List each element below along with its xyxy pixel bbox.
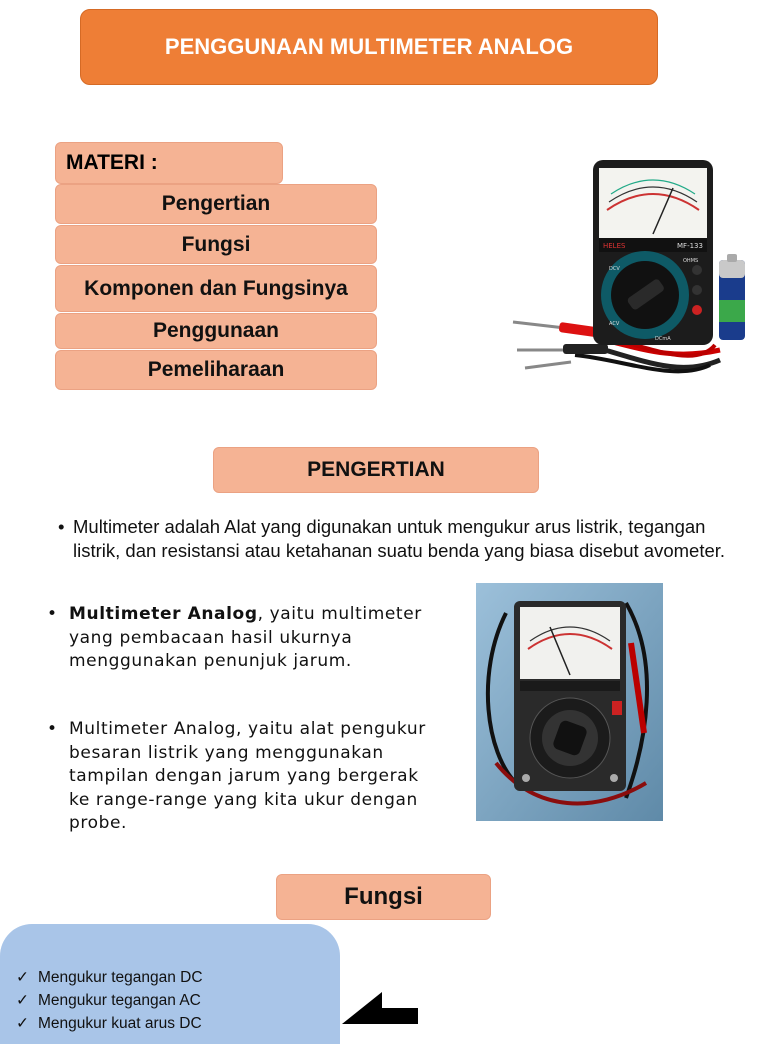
- pengertian-heading: PENGERTIAN: [213, 447, 539, 493]
- fungsi-heading: Fungsi: [276, 874, 491, 920]
- model-label: MF-133: [677, 242, 703, 250]
- materi-item-pemeliharaan[interactable]: Pemeliharaan: [55, 350, 377, 390]
- definition-text: Multimeter adalah Alat yang digunakan untuk mengukur arus listrik, tegangan listrik, dan resistansi atau ketahanan suatu benda yang biasa disebut avometer.: [73, 516, 726, 561]
- bullet-icon: •: [58, 516, 65, 537]
- materi-item-komponen[interactable]: Komponen dan Fungsinya: [55, 265, 377, 312]
- analog-bullet-1: [47, 603, 427, 674]
- dial-label: DCmA: [655, 336, 671, 342]
- bullet-icon: •: [47, 604, 58, 624]
- fungsi-item: ✓ Mengukur tegangan DC: [16, 966, 203, 989]
- materi-item-pengertian[interactable]: Pengertian: [55, 184, 377, 224]
- dial-label: DCV: [609, 266, 620, 272]
- fungsi-item: ✓ Mengukur kuat arus DC: [16, 1012, 203, 1035]
- check-icon: ✓: [16, 992, 29, 1009]
- arrow-left-icon: [342, 990, 422, 1024]
- materi-item-fungsi[interactable]: Fungsi: [55, 225, 377, 264]
- materi-item-penggunaan[interactable]: Penggunaan: [55, 313, 377, 349]
- bullet-icon: •: [47, 719, 58, 739]
- analog-def-1: , yaitu multimeter yang pembacaan hasil ukurnya menggunakan penunjuk jarum.: [69, 604, 422, 671]
- analog-bullet-2: [47, 718, 427, 836]
- materi-heading: MATERI :: [55, 142, 283, 184]
- page-title: PENGGUNAAN MULTIMETER ANALOG: [80, 9, 658, 85]
- multimeter-photo-1: [505, 150, 760, 385]
- brand-label: HELES: [603, 242, 626, 250]
- check-icon: ✓: [16, 1015, 29, 1032]
- dial-label: OHMS: [683, 258, 699, 264]
- analog-def-2: Multimeter Analog, yaitu alat pengukur besaran listrik yang menggunakan tampilan dengan jarum yang bergerak ke range-range yang kita ukur dengan probe.: [69, 719, 426, 833]
- check-icon: ✓: [16, 969, 29, 986]
- definition-paragraph: [58, 515, 738, 563]
- analog-term: Multimeter Analog: [69, 604, 258, 624]
- fungsi-list: [16, 966, 203, 1035]
- multimeter-photo-2: [476, 583, 663, 821]
- fungsi-item: ✓ Mengukur tegangan AC: [16, 989, 203, 1012]
- dial-label: ACV: [609, 321, 620, 327]
